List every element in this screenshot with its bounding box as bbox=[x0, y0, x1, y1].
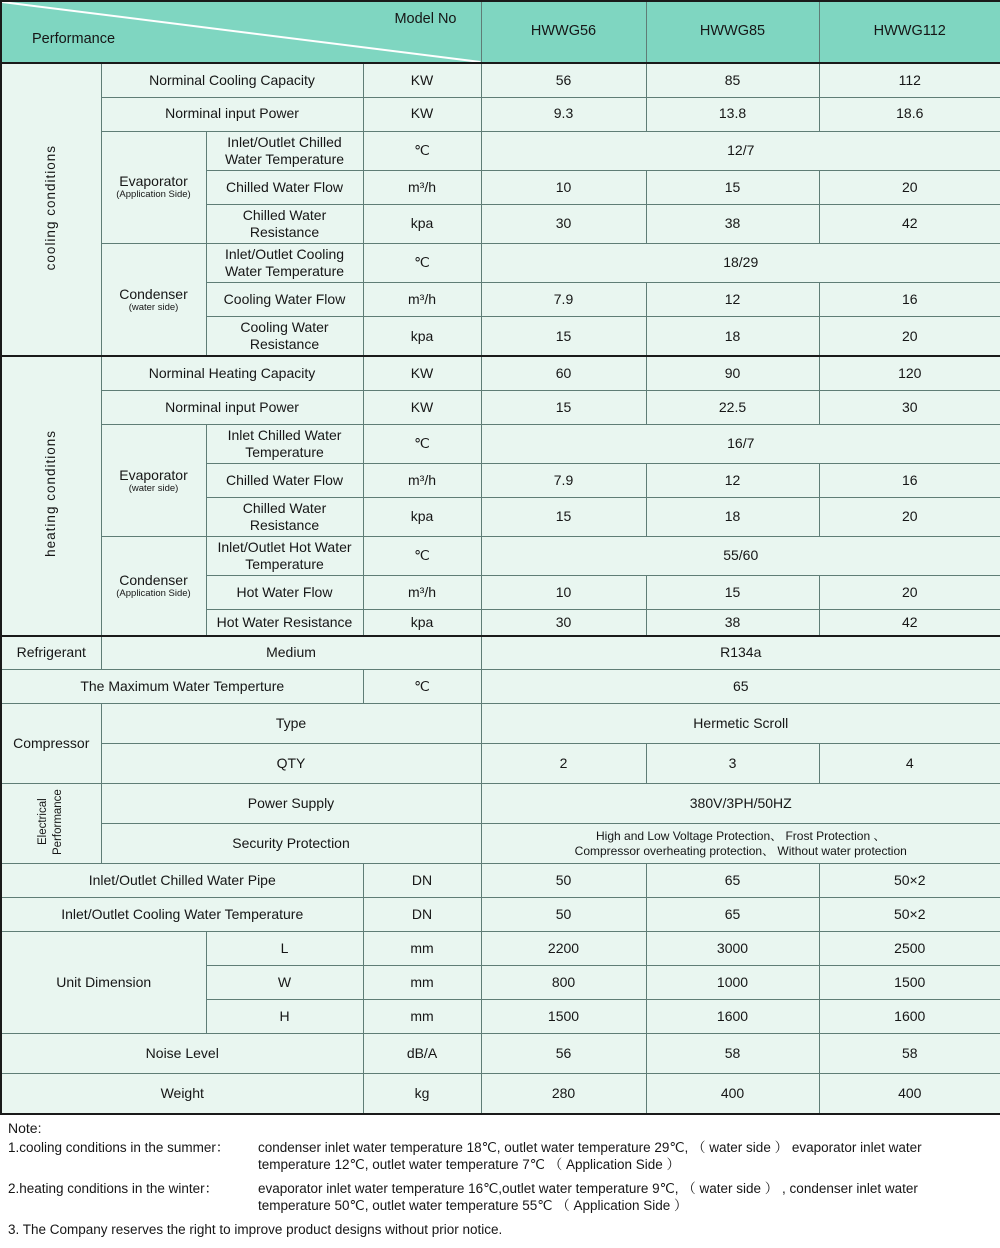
model-header-hwwg56: HWWG56 bbox=[481, 1, 646, 63]
param-name: Hot Water Flow bbox=[206, 576, 363, 610]
unit-cell: ℃ bbox=[363, 243, 481, 282]
param-name: Chilled Water Flow bbox=[206, 170, 363, 204]
value-cell: 15 bbox=[481, 390, 646, 424]
value-cell: 280 bbox=[481, 1074, 646, 1114]
model-header-hwwg112: HWWG112 bbox=[819, 1, 1000, 63]
table-row bbox=[1, 424, 1000, 463]
value-cell: 3 bbox=[646, 744, 819, 784]
param-name: L bbox=[206, 932, 363, 966]
value-cell: 20 bbox=[819, 316, 1000, 356]
note-2-text: evaporator inlet water temperature 16℃,outlet water temperature 9℃, （ water side ） , condenser inlet water temperature 50℃, outlet water temperature 55℃ （ Application Side ） bbox=[258, 1180, 918, 1213]
unit-cell: m³/h bbox=[363, 576, 481, 610]
value-cell: 10 bbox=[481, 576, 646, 610]
value-cell: 7.9 bbox=[481, 463, 646, 497]
value-cell: 400 bbox=[819, 1074, 1000, 1114]
value-cell: 12 bbox=[646, 282, 819, 316]
value-cell: 9.3 bbox=[481, 97, 646, 131]
param-name: Inlet/Outlet Chilled Water Pipe bbox=[1, 864, 363, 898]
value-cell: 20 bbox=[819, 170, 1000, 204]
model-header-hwwg85: HWWG85 bbox=[646, 1, 819, 63]
unit-cell: kpa bbox=[363, 497, 481, 536]
table-row bbox=[1, 898, 1000, 932]
unit-cell: ℃ bbox=[363, 670, 481, 704]
param-name: Weight bbox=[1, 1074, 363, 1114]
section-label-heating: heating conditions bbox=[1, 356, 101, 635]
value-cell: 30 bbox=[481, 204, 646, 243]
value-cell: 3000 bbox=[646, 932, 819, 966]
value-cell: 15 bbox=[646, 576, 819, 610]
value-cell: 38 bbox=[646, 610, 819, 636]
value-cell: 56 bbox=[481, 63, 646, 97]
notes-section bbox=[0, 1115, 1000, 1248]
unit-cell: mm bbox=[363, 1000, 481, 1034]
value-cell: 90 bbox=[646, 356, 819, 390]
value-cell: 56 bbox=[481, 1034, 646, 1074]
value-cell: 1500 bbox=[819, 966, 1000, 1000]
table-row bbox=[1, 390, 1000, 424]
param-name: Hot Water Resistance bbox=[206, 610, 363, 636]
param-name: Norminal Cooling Capacity bbox=[101, 63, 363, 97]
table-row bbox=[1, 670, 1000, 704]
value-cell: 42 bbox=[819, 204, 1000, 243]
value-cell: 42 bbox=[819, 610, 1000, 636]
component-label-evaporator: Evaporator (Application Side) bbox=[101, 131, 206, 243]
value-cell: 2 bbox=[481, 744, 646, 784]
value-cell: 1500 bbox=[481, 1000, 646, 1034]
value-cell: 20 bbox=[819, 497, 1000, 536]
model-no-label: Model No bbox=[394, 11, 457, 27]
unit-cell: ℃ bbox=[363, 131, 481, 170]
table-row bbox=[1, 784, 1000, 824]
refrigerant-label: Refrigerant bbox=[1, 636, 101, 670]
param-name: Type bbox=[101, 704, 481, 744]
param-name: The Maximum Water Temperture bbox=[1, 670, 363, 704]
value-cell: 50×2 bbox=[819, 898, 1000, 932]
security-line-1: High and Low Voltage Protection、 Frost Protection 、 bbox=[596, 828, 886, 843]
value-cell: 22.5 bbox=[646, 390, 819, 424]
param-name: Chilled Water Flow bbox=[206, 463, 363, 497]
param-name: QTY bbox=[101, 744, 481, 784]
value-cell: 7.9 bbox=[481, 282, 646, 316]
table-row bbox=[1, 97, 1000, 131]
note-1-text: condenser inlet water temperature 18℃, outlet water temperature 29℃, （ water side ） evaporator inlet water temperature 12℃, outlet water temperature 7℃ （ Application Side ） bbox=[258, 1140, 922, 1172]
unit-cell: kpa bbox=[363, 316, 481, 356]
value-cell: 112 bbox=[819, 63, 1000, 97]
value-cell: 65 bbox=[646, 864, 819, 898]
value-cell: 1600 bbox=[646, 1000, 819, 1034]
unit-cell: KW bbox=[363, 63, 481, 97]
performance-label: Performance bbox=[32, 31, 116, 48]
value-cell: 38 bbox=[646, 204, 819, 243]
param-name: Noise Level bbox=[1, 1034, 363, 1074]
value-cell: 12 bbox=[646, 463, 819, 497]
param-name: Cooling Water Resistance bbox=[206, 316, 363, 356]
value-cell: 13.8 bbox=[646, 97, 819, 131]
unit-cell: KW bbox=[363, 97, 481, 131]
table-row bbox=[1, 1074, 1000, 1114]
merged-value-cell: 16/7 bbox=[481, 424, 1000, 463]
merged-value-cell: 65 bbox=[481, 670, 1000, 704]
unit-cell: kpa bbox=[363, 610, 481, 636]
unit-cell: DN bbox=[363, 898, 481, 932]
unit-cell: mm bbox=[363, 966, 481, 1000]
value-cell: 4 bbox=[819, 744, 1000, 784]
note-1 bbox=[8, 1140, 992, 1174]
param-name: H bbox=[206, 1000, 363, 1034]
table-row bbox=[1, 932, 1000, 966]
unit-cell: KW bbox=[363, 356, 481, 390]
unit-cell: mm bbox=[363, 932, 481, 966]
table-row bbox=[1, 864, 1000, 898]
param-name: Chilled Water Resistance bbox=[206, 204, 363, 243]
value-cell: 30 bbox=[819, 390, 1000, 424]
param-name: Norminal input Power bbox=[101, 390, 363, 424]
param-name: Inlet/Outlet Cooling Water Temperature bbox=[1, 898, 363, 932]
value-cell: 65 bbox=[646, 898, 819, 932]
value-cell: 15 bbox=[481, 316, 646, 356]
value-cell: 16 bbox=[819, 463, 1000, 497]
value-cell: 30 bbox=[481, 610, 646, 636]
param-name: Inlet/Outlet Cooling Water Temperature bbox=[206, 243, 363, 282]
section-label-dimension: Unit Dimension bbox=[1, 932, 206, 1034]
value-cell: 50 bbox=[481, 898, 646, 932]
unit-cell: m³/h bbox=[363, 170, 481, 204]
unit-cell: kpa bbox=[363, 204, 481, 243]
param-name: Inlet/Outlet Chilled Water Temperature bbox=[206, 131, 363, 170]
param-name: Norminal Heating Capacity bbox=[101, 356, 363, 390]
security-line-2: Compressor overheating protection、 Without water protection bbox=[574, 843, 907, 858]
note-3: 3. The Company reserves the right to improve product designs without prior notice. bbox=[8, 1221, 503, 1237]
param-name: Inlet Chilled Water Temperature bbox=[206, 424, 363, 463]
note-2-label: 2.heating conditions in the winter： bbox=[8, 1180, 219, 1196]
table-row bbox=[1, 704, 1000, 744]
note-1-label: 1.cooling conditions in the summer： bbox=[8, 1140, 230, 1156]
value-cell: 18 bbox=[646, 497, 819, 536]
value-cell: 58 bbox=[819, 1034, 1000, 1074]
value-cell: 16 bbox=[819, 282, 1000, 316]
value-cell: 20 bbox=[819, 576, 1000, 610]
header-row bbox=[1, 1, 1000, 63]
corner-cell bbox=[1, 1, 481, 63]
merged-value-cell: 18/29 bbox=[481, 243, 1000, 282]
table-row bbox=[1, 243, 1000, 282]
merged-value-cell: 12/7 bbox=[481, 131, 1000, 170]
value-cell: 1000 bbox=[646, 966, 819, 1000]
merged-value-cell: R134a bbox=[481, 636, 1000, 670]
table-row bbox=[1, 63, 1000, 97]
value-cell: 2200 bbox=[481, 932, 646, 966]
unit-cell: m³/h bbox=[363, 463, 481, 497]
component-label-evaporator: Evaporator (water side) bbox=[101, 424, 206, 536]
param-name: Chilled Water Resistance bbox=[206, 497, 363, 536]
param-name: Medium bbox=[101, 636, 481, 670]
value-cell: 18 bbox=[646, 316, 819, 356]
param-name: Security Protection bbox=[101, 824, 481, 864]
value-cell: 85 bbox=[646, 63, 819, 97]
value-cell: 1600 bbox=[819, 1000, 1000, 1034]
table-row bbox=[1, 824, 1000, 864]
param-name: Norminal input Power bbox=[101, 97, 363, 131]
table-row bbox=[1, 356, 1000, 390]
value-cell: 15 bbox=[481, 497, 646, 536]
unit-cell: KW bbox=[363, 390, 481, 424]
value-cell: 400 bbox=[646, 1074, 819, 1114]
unit-cell: kg bbox=[363, 1074, 481, 1114]
value-cell: 58 bbox=[646, 1034, 819, 1074]
value-cell: 18.6 bbox=[819, 97, 1000, 131]
table-row bbox=[1, 744, 1000, 784]
param-name: Power Supply bbox=[101, 784, 481, 824]
param-name: W bbox=[206, 966, 363, 1000]
component-label-condenser: Condenser (Application Side) bbox=[101, 536, 206, 635]
section-label-compressor: Compressor bbox=[1, 704, 101, 784]
value-cell: 120 bbox=[819, 356, 1000, 390]
table-row bbox=[1, 636, 1000, 670]
merged-value-cell bbox=[481, 824, 1000, 864]
value-cell: 50 bbox=[481, 864, 646, 898]
value-cell: 60 bbox=[481, 356, 646, 390]
table-row bbox=[1, 131, 1000, 170]
value-cell: 800 bbox=[481, 966, 646, 1000]
merged-value-cell: 380V/3PH/50HZ bbox=[481, 784, 1000, 824]
unit-cell: DN bbox=[363, 864, 481, 898]
param-name: Cooling Water Flow bbox=[206, 282, 363, 316]
unit-cell: ℃ bbox=[363, 424, 481, 463]
value-cell: 15 bbox=[646, 170, 819, 204]
merged-value-cell: 55/60 bbox=[481, 536, 1000, 575]
table-row bbox=[1, 536, 1000, 575]
merged-value-cell: Hermetic Scroll bbox=[481, 704, 1000, 744]
param-name: Inlet/Outlet Hot Water Temperature bbox=[206, 536, 363, 575]
table-row bbox=[1, 1034, 1000, 1074]
value-cell: 50×2 bbox=[819, 864, 1000, 898]
unit-cell: ℃ bbox=[363, 536, 481, 575]
note-title: Note: bbox=[8, 1119, 42, 1136]
unit-cell: m³/h bbox=[363, 282, 481, 316]
section-label-electrical: Electrical Performance bbox=[1, 784, 101, 864]
value-cell: 2500 bbox=[819, 932, 1000, 966]
value-cell: 10 bbox=[481, 170, 646, 204]
note-2 bbox=[8, 1181, 992, 1215]
unit-cell: dB/A bbox=[363, 1034, 481, 1074]
section-label-cooling: cooling conditions bbox=[1, 63, 101, 356]
component-label-condenser: Condenser (water side) bbox=[101, 243, 206, 356]
